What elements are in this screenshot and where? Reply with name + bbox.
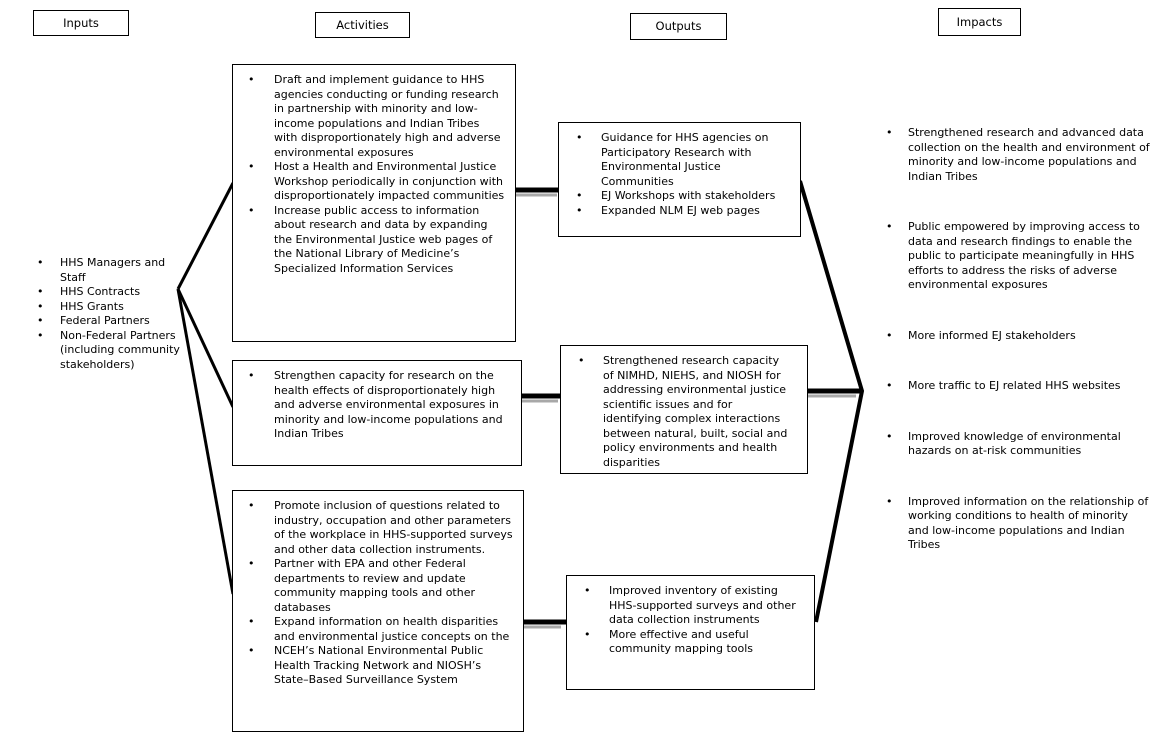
- activity-item: • Increase public access to information about research and data by expanding the Environmental Justice web pages of the National Library of Medicine’s Specialized Information Services: [233, 204, 515, 277]
- input-item: • HHS Grants: [30, 300, 190, 315]
- impacts-bullet-list: [878, 126, 1150, 553]
- output-item: • Guidance for HHS agencies on Participatory Research with Environmental Justice Communities: [559, 131, 800, 189]
- impact-item: • Strengthened research and advanced data collection on the health and environment of minority and low-income populations and Indian Tribes: [878, 126, 1150, 184]
- inputs-bullet-list: [30, 256, 190, 372]
- outputs-box-1: [558, 122, 801, 237]
- activity-item: • Strengthen capacity for research on the health effects of disproportionately high and adverse environmental exposures in minority and low-income populations and Indian Tribes: [233, 369, 521, 442]
- output-item: • More effective and useful community mapping tools: [567, 628, 814, 657]
- activities-box-1: [232, 64, 516, 342]
- input-item: • HHS Contracts: [30, 285, 190, 300]
- outputs-box-3: [566, 575, 815, 690]
- column-header-activities-label: Activities: [336, 17, 389, 32]
- column-header-inputs-label: Inputs: [63, 15, 99, 30]
- column-header-activities: [315, 12, 410, 38]
- activity-item: • NCEH’s National Environmental Public Health Tracking Network and NIOSH’s State–Based Surveillance System: [233, 644, 523, 688]
- impact-item: • Public empowered by improving access to data and research findings to enable the public to participate meaningfully in HHS efforts to address the risks of adverse environmental exposures: [878, 220, 1150, 293]
- input-item: • Non-Federal Partners (including community stakeholders): [30, 329, 190, 373]
- impact-item: • Improved knowledge of environmental hazards on at-risk communities: [878, 430, 1150, 459]
- column-header-outputs: [630, 13, 727, 40]
- impact-item: • More informed EJ stakeholders: [878, 329, 1150, 344]
- impact-item: • Improved information on the relationship of working conditions to health of minority and low-income populations and Indian Tribes: [878, 495, 1150, 553]
- input-item: • HHS Managers and Staff: [30, 256, 190, 285]
- output-item: • Improved inventory of existing HHS-supported surveys and other data collection instruments: [567, 584, 814, 628]
- input-item: • Federal Partners: [30, 314, 190, 329]
- activity-item: • Expand information on health disparities and environmental justice concepts on the: [233, 615, 523, 644]
- outputs-box-2: [560, 345, 808, 474]
- impact-item: • More traffic to EJ related HHS websites: [878, 379, 1150, 394]
- activities-box-3-list: [233, 491, 523, 688]
- column-header-impacts-label: Impacts: [956, 14, 1003, 29]
- outputs-box-1-list: [559, 123, 800, 218]
- activity-item: • Host a Health and Environmental Justice Workshop periodically in conjunction with disproportionately impacted communities: [233, 160, 515, 204]
- column-header-impacts: [938, 8, 1021, 36]
- output-item: • Strengthened research capacity of NIMHD, NIEHS, and NIOSH for addressing environmental justice scientific issues and for identifying complex interactions between natural, built, social and policy environments and health disparities: [561, 354, 807, 470]
- outputs-box-3-list: [567, 576, 814, 657]
- activity-item: • Partner with EPA and other Federal departments to review and update community mapping tools and other databases: [233, 557, 523, 615]
- activities-box-1-list: [233, 65, 515, 276]
- impacts-list: [878, 126, 1150, 589]
- activities-box-2: [232, 360, 522, 466]
- activities-box-3: [232, 490, 524, 732]
- output-item: • Expanded NLM EJ web pages: [559, 204, 800, 219]
- column-header-inputs: [33, 10, 129, 36]
- activity-item: • Draft and implement guidance to HHS agencies conducting or funding research in partnership with minority and low-income populations and Indian Tribes with disproportionately high and adverse environmental exposures: [233, 73, 515, 160]
- output-item: • EJ Workshops with stakeholders: [559, 189, 800, 204]
- activity-item: • Promote inclusion of questions related to industry, occupation and other parameters of the workplace in HHS-supported surveys and other data collection instruments.: [233, 499, 523, 557]
- column-header-outputs-label: Outputs: [655, 19, 702, 34]
- activities-box-2-list: [233, 361, 521, 442]
- inputs-list: [30, 256, 190, 372]
- connector-outputs-to-impacts-diagonals: [800, 181, 862, 622]
- outputs-box-2-list: [561, 346, 807, 470]
